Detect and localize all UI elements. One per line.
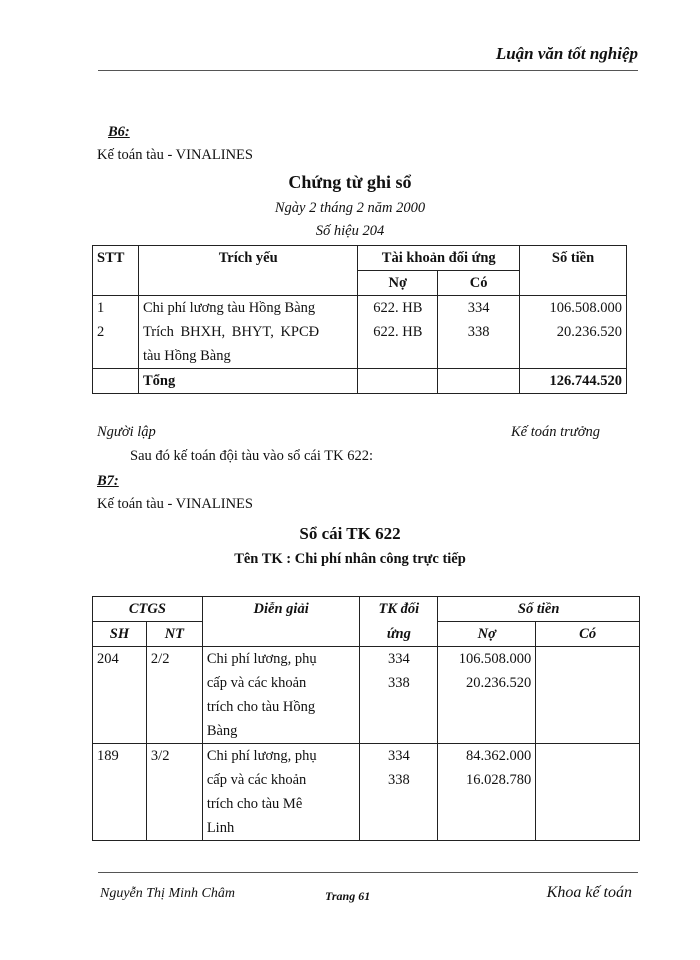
row-tk — [360, 647, 438, 744]
col-tk-doi: TK đối — [360, 597, 438, 622]
footer-page: Trang 61 — [325, 889, 371, 903]
row-co — [536, 744, 640, 841]
row-nt: 2/2 — [146, 647, 202, 744]
col-no: Nợ — [438, 622, 536, 647]
row-trich-yeu — [138, 320, 357, 369]
col-trich-yeu: Trích yếu — [138, 246, 357, 271]
row-stt: 2 — [93, 320, 139, 369]
trich-yeu-line: Trích BHXH, BHYT, KPCĐ — [142, 324, 320, 340]
sign-left: Người lập — [97, 424, 156, 440]
row-no — [438, 744, 536, 841]
row-so-tien: 20.236.520 — [520, 320, 627, 369]
row-no: 622. HB — [358, 296, 438, 321]
b6-label: B6: — [108, 124, 130, 140]
col-co: Có — [536, 622, 640, 647]
row-co: 338 — [438, 320, 520, 369]
row-no — [438, 647, 536, 744]
col-tk-ung: ứng — [360, 622, 438, 647]
col-stt: STT — [93, 246, 139, 271]
note-text: Sau đó kế toán đội tàu vào sổ cái TK 622: — [130, 448, 373, 464]
b7-company: Kế toán tàu - VINALINES — [97, 496, 253, 512]
b6-company: Kế toán tàu - VINALINES — [97, 147, 253, 163]
sign-right: Kế toán trưởng — [511, 424, 600, 440]
table-row — [93, 296, 627, 321]
dien-giai-line: Chi phí lương, phụ — [206, 651, 317, 667]
table-row — [93, 647, 640, 744]
dien-giai-line: trích cho tàu Hồng — [206, 699, 316, 715]
no-value: 16.028.780 — [465, 772, 532, 788]
row-tk — [360, 744, 438, 841]
no-value: 84.362.000 — [465, 748, 532, 764]
row-no: 622. HB — [358, 320, 438, 369]
table-row — [93, 744, 640, 841]
col-tk-doi-ung: Tài khoản đối ứng — [358, 246, 520, 271]
footer-dept: Khoa kế toán — [546, 884, 632, 901]
col-sh: SH — [93, 622, 147, 647]
b7-subheader-row — [93, 622, 640, 647]
row-dien-giai — [202, 647, 360, 744]
b7-subtitle: Tên TK : Chi phí nhân công trực tiếp — [234, 551, 466, 567]
dien-giai-line: Bàng — [206, 723, 238, 739]
row-co — [536, 647, 640, 744]
col-dien-giai: Diễn giải — [202, 597, 360, 622]
no-value: 106.508.000 — [458, 651, 532, 667]
dien-giai-line: cấp và các khoản — [206, 675, 307, 691]
dien-giai-line: cấp và các khoản — [206, 772, 307, 788]
total-value: 126.744.520 — [520, 369, 627, 394]
b7-doc-title: Sổ cái TK 622 — [299, 524, 401, 543]
dien-giai-line: trích cho tàu Mê — [206, 796, 303, 812]
col-ctgs: CTGS — [93, 597, 203, 622]
b7-table — [92, 596, 640, 841]
col-so-tien: Số tiền — [520, 246, 627, 271]
row-sh: 189 — [93, 744, 147, 841]
row-sh: 204 — [93, 647, 147, 744]
row-nt: 3/2 — [146, 744, 202, 841]
table-row — [93, 320, 627, 369]
col-no: Nợ — [358, 271, 438, 296]
row-trich-yeu: Chi phí lương tàu Hồng Bàng — [138, 296, 357, 321]
footer-rule — [98, 872, 638, 873]
footer-author: Nguyễn Thị Minh Châm — [100, 886, 235, 901]
row-co: 334 — [438, 296, 520, 321]
dien-giai-line: Chi phí lương, phụ — [206, 748, 317, 764]
b6-table — [92, 245, 627, 394]
tk-value: 334 — [388, 651, 410, 667]
tk-value: 338 — [388, 772, 410, 788]
col-so-tien: Số tiền — [438, 597, 640, 622]
header-rule — [98, 70, 638, 71]
total-row — [93, 369, 627, 394]
b7-label: B7: — [97, 473, 119, 489]
row-so-tien: 106.508.000 — [520, 296, 627, 321]
trich-yeu-line: tàu Hồng Bàng — [142, 348, 231, 364]
b6-date: Ngày 2 tháng 2 năm 2000 — [274, 200, 426, 216]
b6-number: Số hiệu 204 — [315, 223, 385, 239]
b7-header-row — [93, 597, 640, 622]
header-title: Luận văn tốt nghiệp — [495, 44, 638, 63]
tk-value: 338 — [388, 675, 410, 691]
b6-doc-title: Chứng từ ghi sổ — [288, 172, 412, 192]
col-nt: NT — [146, 622, 202, 647]
row-dien-giai — [202, 744, 360, 841]
total-label: Tổng — [138, 369, 357, 394]
b6-header-row — [93, 246, 627, 271]
b6-subheader-row — [93, 271, 627, 296]
row-stt: 1 — [93, 296, 139, 321]
tk-value: 334 — [388, 748, 410, 764]
dien-giai-line: Linh — [206, 820, 235, 836]
no-value: 20.236.520 — [465, 675, 532, 691]
col-co: Có — [438, 271, 520, 296]
